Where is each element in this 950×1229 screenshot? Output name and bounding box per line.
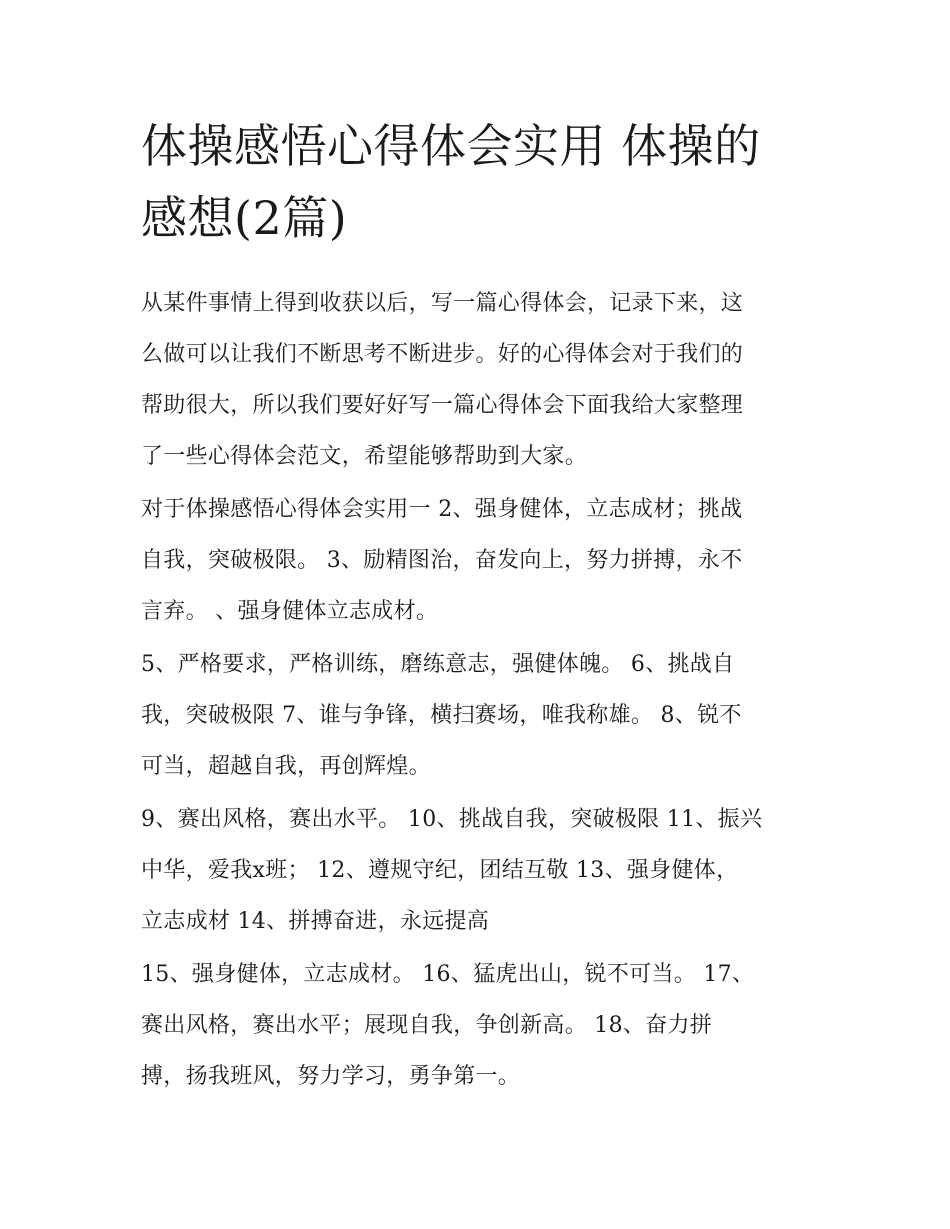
text-line: 15、强身健体，立志成材。 16、猛虎出山，锐不可当。 17、 bbox=[141, 962, 755, 987]
body-paragraph bbox=[141, 949, 821, 1102]
text-line: 自我，突破极限。 3、励精图治，奋发向上，努力拼搏，永不 bbox=[141, 548, 743, 573]
document-title bbox=[141, 110, 821, 254]
text-line: 言弃。 、强身健体立志成材。 bbox=[141, 599, 439, 624]
body-paragraph bbox=[141, 639, 821, 792]
text-line: 了一些心得体会范文，希望能够帮助到大家。 bbox=[141, 444, 588, 469]
text-line: 对于体操感悟心得体会实用一 2、强身健体，立志成材；挑战 bbox=[141, 497, 743, 522]
text-line: 从某件事情上得到收获以后，写一篇心得体会，记录下来，这 bbox=[141, 291, 744, 316]
text-line: 立志成材 14、拼搏奋进，永远提高 bbox=[141, 909, 490, 934]
text-line: 我，突破极限 7、谁与争锋，横扫赛场，唯我称雄。 8、锐不 bbox=[141, 703, 742, 728]
title-line: 感想(2篇) bbox=[141, 191, 348, 245]
text-line: 9、赛出风格，赛出水平。 10、挑战自我，突破极限 11、振兴 bbox=[141, 807, 763, 832]
body-paragraph bbox=[141, 484, 821, 637]
document-page bbox=[141, 110, 821, 1102]
text-line: 赛出风格，赛出水平；展现自我，争创新高。 18、奋力拼 bbox=[141, 1013, 713, 1038]
text-line: 中华，爱我x班； 12、遵规守纪，团结互敬 13、强身健体， bbox=[141, 858, 739, 883]
text-line: 么做可以让我们不断思考不断进步。好的心得体会对于我们的 bbox=[141, 342, 744, 367]
intro-paragraph bbox=[141, 278, 821, 482]
title-line: 体操感悟心得体会实用 体操的 bbox=[141, 119, 761, 173]
body-paragraph bbox=[141, 794, 821, 947]
text-line: 帮助很大，所以我们要好好写一篇心得体会下面我给大家整理 bbox=[141, 393, 744, 418]
text-line: 搏，扬我班风，努力学习，勇争第一。 bbox=[141, 1064, 521, 1089]
text-line: 可当，超越自我，再创辉煌。 bbox=[141, 754, 431, 779]
text-line: 5、严格要求，严格训练，磨练意志，强健体魄。 6、挑战自 bbox=[141, 652, 735, 677]
